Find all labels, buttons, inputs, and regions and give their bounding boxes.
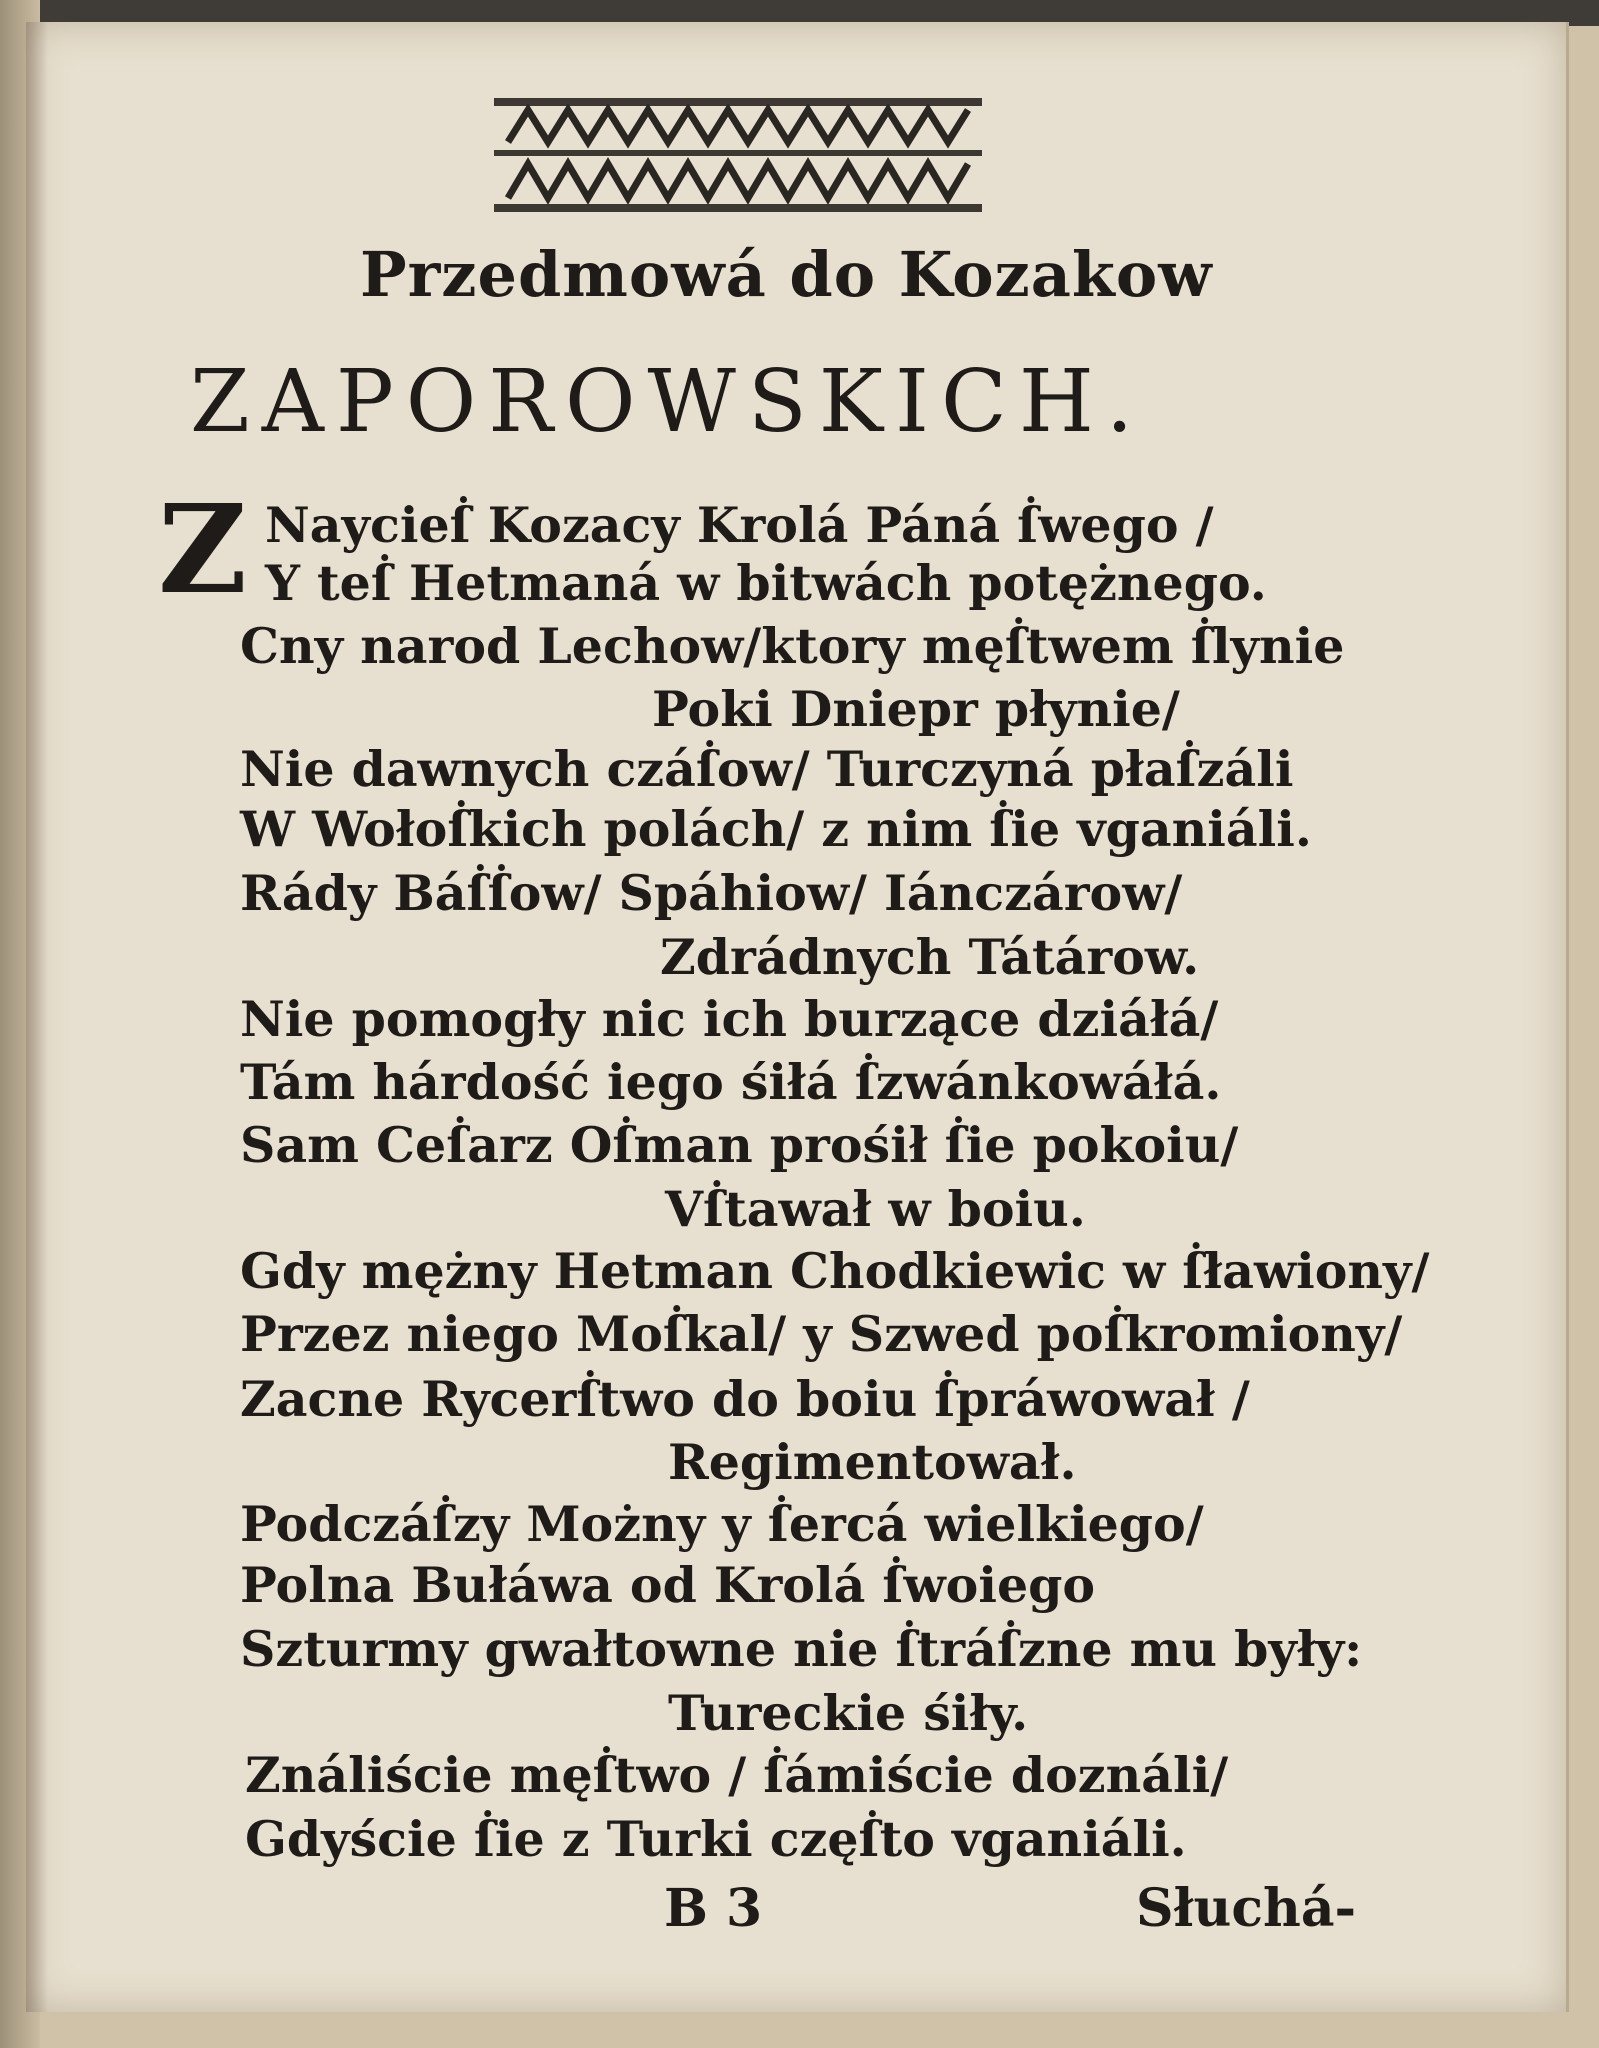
- verse-line: Tám hárdość iego śiłá ẛzwánkowáłá.: [240, 1053, 1222, 1111]
- verse-line: Tureckie śiły.: [668, 1684, 1029, 1742]
- verse-line: Regimentował.: [668, 1433, 1077, 1491]
- verse-line: Podczáẛzy Możny y ẛercá wielkiego/: [240, 1495, 1204, 1553]
- preface-heading: Przedmowá do Kozakow: [360, 238, 1213, 311]
- verse-line: Zdrádnych Tátárow.: [660, 928, 1200, 986]
- verse-line: W Wołoẛkich polách/ z nim ẛie vganiáli.: [240, 800, 1312, 858]
- verse-line: Gdyście ẛie z Turki częẛto vganiáli.: [245, 1810, 1187, 1868]
- verse-line: Naycieẛ Kozacy Krolá Páná ẛwego /: [265, 496, 1214, 554]
- verse-line: Vẛtawał w boiu.: [665, 1180, 1086, 1238]
- decorative-ornament-band-icon: [488, 90, 988, 220]
- verse-line: Zacne Rycerẛtwo do boiu ẛpráwował /: [240, 1370, 1250, 1428]
- verse-line: Rády Báẛẛow/ Spáhiow/ Iánczárow/: [240, 864, 1183, 922]
- verse-line: Poki Dniepr płynie/: [652, 680, 1180, 738]
- preface-title: ZAPOROWSKICH.: [190, 352, 1146, 452]
- verse-line: Przez niego Moẛkal/ y Szwed poẛkromiony/: [240, 1305, 1403, 1363]
- verse-line: Szturmy gwałtowne nie ẛtráẛzne mu były:: [240, 1620, 1363, 1678]
- verse-line: Cny narod Lechow/ktory męẛtwem ẛlynie: [240, 617, 1345, 675]
- verse-line: Sam Ceẛarz Oẛman prośił ẛie pokoiu/: [240, 1116, 1239, 1174]
- drop-cap: Z: [158, 477, 248, 621]
- verse-line: Ználiście męẛtwo / ẛámiście doználi/: [245, 1746, 1229, 1804]
- page-fold-shadow: [26, 22, 48, 2012]
- verse-line: Nie dawnych czáẛow/ Turczyná płaẛzáli: [240, 740, 1294, 798]
- verse-line: Gdy mężny Hetman Chodkiewic w ẛławiony/: [240, 1242, 1430, 1300]
- verse-line: Nie pomogły nic ich burzące dziáłá/: [240, 990, 1219, 1048]
- signature-mark: B 3: [664, 1878, 763, 1939]
- verse-line: Y teẛ Hetmaná w bitwách potężnego.: [265, 554, 1267, 612]
- verse-line: Polna Bułáwa od Krolá ẛwoiego: [240, 1556, 1096, 1614]
- catchword: Słuchá-: [1136, 1878, 1357, 1939]
